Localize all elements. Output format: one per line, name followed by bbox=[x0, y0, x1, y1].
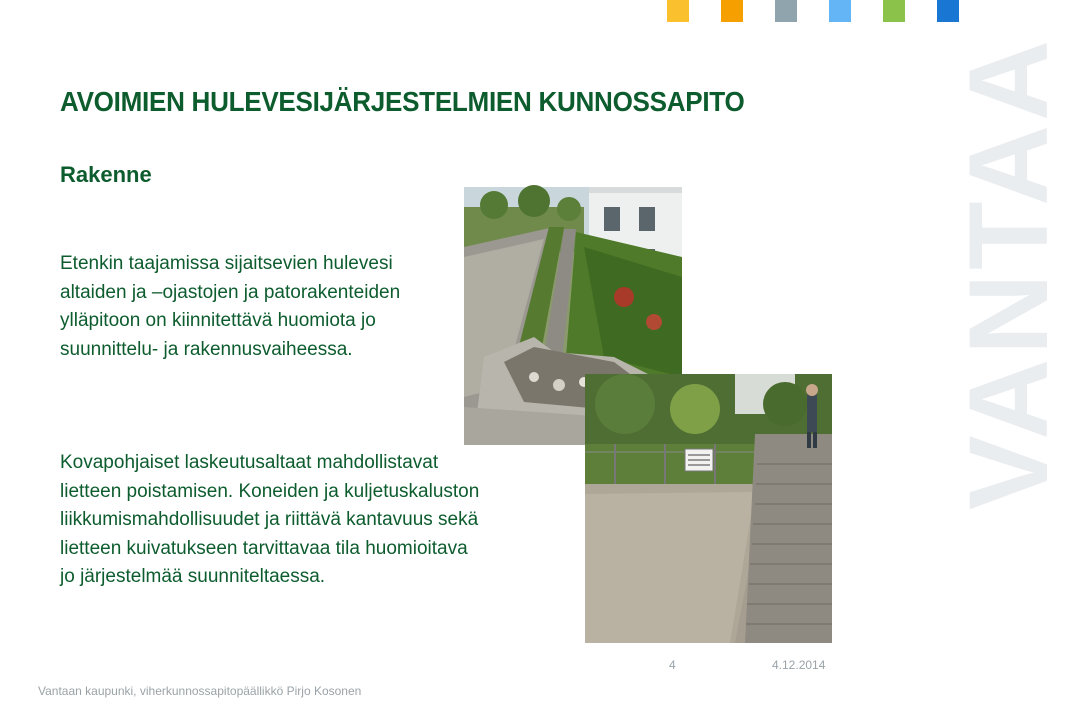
paragraph-1-line: Etenkin taajamissa sijaitsevien hulevesi bbox=[60, 253, 393, 274]
slide-title: AVOIMIEN HULEVESIJÄRJESTELMIEN KUNNOSSAPITO bbox=[60, 86, 745, 117]
paragraph-1 bbox=[60, 250, 400, 364]
paragraph-2-line: lietteen kuivatukseen tarvittavaa tila huomioitava bbox=[60, 537, 468, 559]
paragraph-2-line: jo järjestelmää suunniteltaessa. bbox=[60, 566, 326, 587]
slide-date: 4.12.2014 bbox=[772, 658, 826, 672]
slide-subtitle: Rakenne bbox=[60, 162, 152, 187]
settling-basin-photo bbox=[585, 374, 832, 643]
brand-swatch-light-blue bbox=[829, 0, 851, 22]
paragraph-1-line: ylläpitoon on kiinnitettävä huomiota jo bbox=[60, 310, 376, 331]
slide-number: 4 bbox=[669, 658, 676, 672]
paragraph-2-line: liikkumismahdollisuudet ja riittävä kantavuus sekä bbox=[60, 509, 479, 530]
paragraph-1-line: suunnittelu- ja rakennusvaiheessa. bbox=[60, 338, 353, 360]
paragraph-1-line: altaiden ja –ojastojen ja patorakenteiden bbox=[60, 281, 401, 303]
brand-swatch-green bbox=[883, 0, 905, 22]
paragraph-2-line: Kovapohjaiset laskeutusaltaat mahdollistavat bbox=[60, 452, 439, 473]
vantaa-watermark-text: VANTAA bbox=[946, 35, 1071, 510]
settling-basin-illustration bbox=[585, 374, 832, 643]
brand-swatch-yellow bbox=[667, 0, 689, 22]
vantaa-watermark-logo bbox=[866, 35, 1071, 510]
paragraph-2 bbox=[60, 449, 479, 592]
footer-credit: Vantaan kaupunki, viherkunnossapitopäällikkö Pirjo Kosonen bbox=[38, 684, 362, 698]
brand-swatch-blue bbox=[937, 0, 959, 22]
paragraph-2-line: lietteen poistamisen. Koneiden ja kuljetuskaluston bbox=[60, 480, 480, 502]
brand-swatch-orange bbox=[721, 0, 743, 22]
brand-swatch-grey bbox=[775, 0, 797, 22]
